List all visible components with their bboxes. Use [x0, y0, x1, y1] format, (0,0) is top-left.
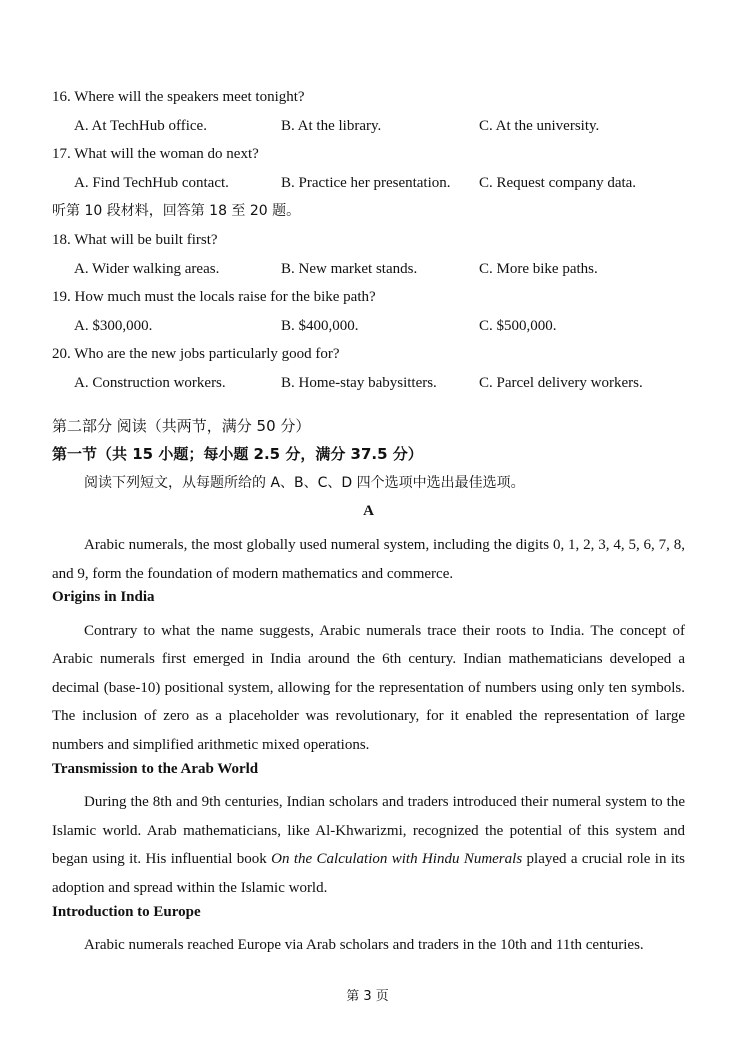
- question-17-options: [52, 174, 685, 203]
- option-c: C. Request company data.: [479, 174, 637, 191]
- question-20-stem: 20. Who are the new jobs particularly good for?: [52, 346, 340, 363]
- book-title: On the Calculation with Hindu Numerals: [271, 851, 523, 868]
- question-18-stem: 18. What will be built first?: [52, 231, 218, 248]
- passage-letter: A: [363, 503, 374, 520]
- option-c: C. At the university.: [479, 117, 600, 134]
- option-c: C. More bike paths.: [479, 260, 598, 277]
- option-a: A. Find TechHub contact.: [74, 174, 229, 191]
- paragraph-origins-india: Contrary to what the name suggests, Arabic numerals trace their roots to India. The concept of Arabic numerals first emerged in India around the 6th century. Indian mathematicians developed a decimal (base-10) positional system, allowing for the representation of numbers using only ten symbols. The inclusion of zero as a placeholder was revolutionary, for it enabled the representation of large numbers and simplified arithmetic mixed operations.: [52, 622, 685, 754]
- option-c: C. Parcel delivery workers.: [479, 374, 643, 391]
- page-number: 第 3 页: [346, 989, 389, 1004]
- heading-transmission-arab: Transmission to the Arab World: [52, 760, 259, 777]
- option-c: C. $500,000.: [479, 317, 557, 334]
- option-b: B. Practice her presentation.: [281, 174, 451, 191]
- part-two-title: 第二部分 阅读（共两节，满分 50 分）: [52, 416, 311, 435]
- intro-paragraph: Arabic numerals, the most globally used numeral system, including the digits 0, 1, 2, 3, 4, 5, 6, 7, 8, and 9, form the foundation of modern mathematics and commerce.: [52, 536, 685, 582]
- heading-origins-india: Origins in India: [52, 589, 155, 606]
- option-a: A. At TechHub office.: [74, 117, 207, 134]
- question-20-options: [52, 374, 685, 403]
- option-a: A. $300,000.: [74, 317, 153, 334]
- section-one-instruction: 阅读下列短文，从每题所给的 A、B、C、D 四个选项中选出最佳选项。: [84, 474, 525, 491]
- option-b: B. $400,000.: [281, 317, 359, 334]
- paragraph-text: played a crucial role in its adoption and spread within the Islamic world.: [52, 851, 685, 897]
- option-a: A. Wider walking areas.: [74, 260, 220, 277]
- exam-page: [52, 88, 685, 960]
- option-b: B. At the library.: [281, 117, 382, 134]
- question-19-stem: 19. How much must the locals raise for the bike path?: [52, 289, 376, 306]
- option-b: B. Home-stay babysitters.: [281, 374, 437, 391]
- question-16-stem: 16. Where will the speakers meet tonight?: [52, 89, 305, 105]
- question-18-options: [52, 260, 685, 289]
- question-17-stem: 17. What will the woman do next?: [52, 146, 259, 163]
- question-19-options: [52, 317, 685, 346]
- option-b: B. New market stands.: [281, 260, 418, 277]
- paragraph-transmission-arab: [52, 788, 685, 902]
- instruction-material-10: 听第 10 段材料，回答第 18 至 20 题。: [52, 203, 301, 220]
- question-16-options: [52, 117, 685, 146]
- section-one-title: 第一节（共 15 小题；每小题 2.5 分，满分 37.5 分）: [52, 445, 423, 464]
- paragraph-text: During the 8th and 9th centuries, Indian scholars and traders introduced their numeral system to the Islamic world. Arab mathematicians, like Al-Khwarizmi, recognized the potential of this system and began using it. His influential book: [52, 794, 685, 868]
- paragraph-introduction-europe: Arabic numerals reached Europe via Arab scholars and traders in the 10th and 11th centuries.: [84, 937, 644, 954]
- option-a: A. Construction workers.: [74, 374, 226, 391]
- heading-introduction-europe: Introduction to Europe: [52, 903, 201, 920]
